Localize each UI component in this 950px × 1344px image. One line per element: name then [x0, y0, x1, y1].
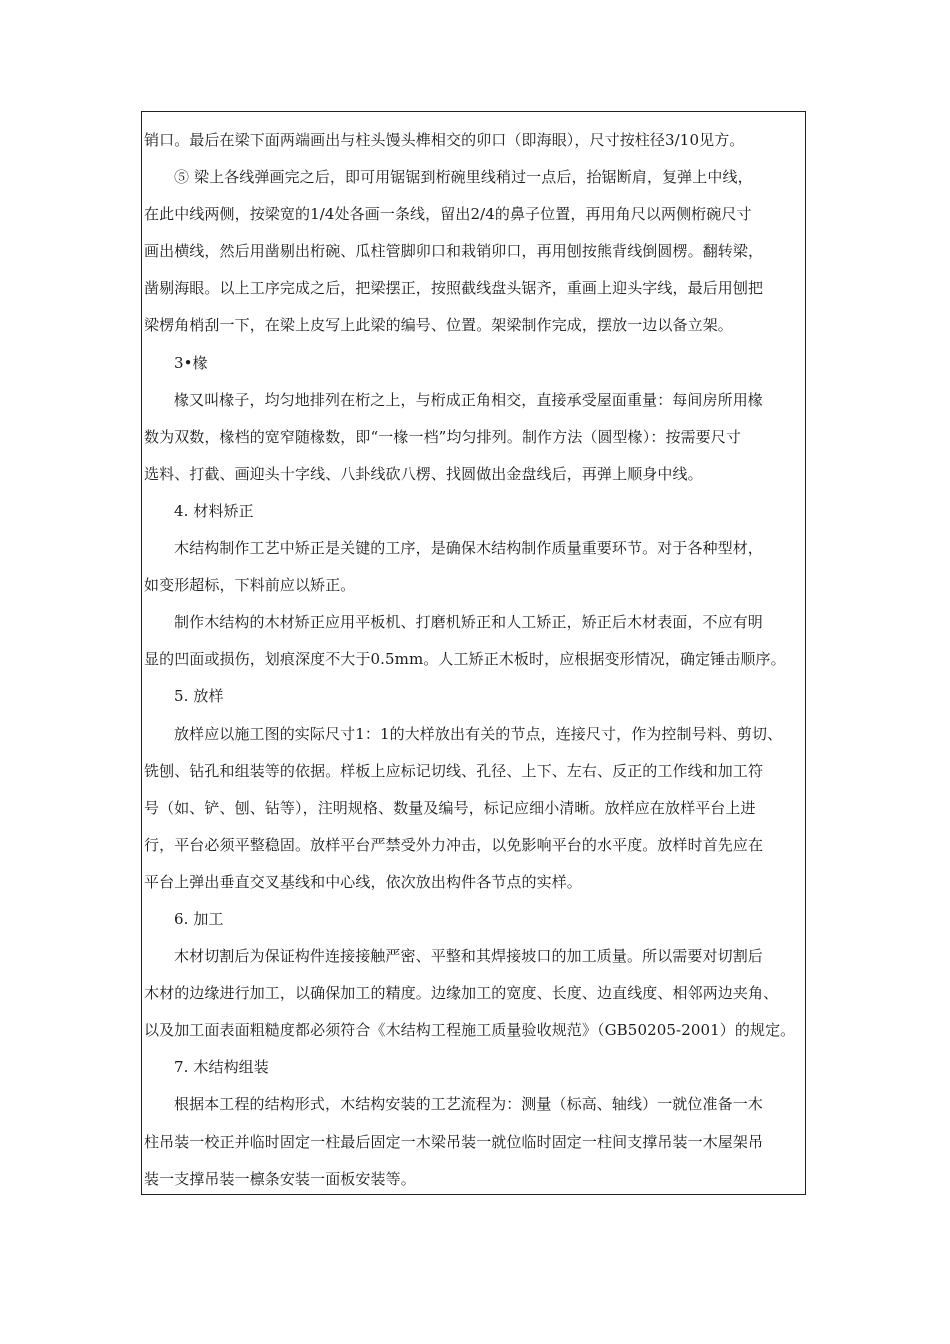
text-line: 在此中线两侧，按梁宽的1/4处各画一条线，留出2/4的鼻子位置，再用角尺以两侧桁碗尺寸 — [144, 205, 752, 224]
text-line: 木结构制作工艺中矫正是关键的工序，是确保木结构制作质量重要环节。对于各种型材， — [174, 539, 763, 558]
text-line: 凿剔海眼。以上工序完成之后，把梁摆正，按照截线盘头锯齐，重画上迎头字线，最后用刨把 — [144, 279, 764, 298]
text-line: 行，平台必须平整稳固。放样平台严禁受外力冲击，以免影响平台的水平度。放样时首先应在 — [144, 835, 764, 854]
document-body — [144, 122, 819, 1198]
text-line: 制作木结构的木材矫正应用平板机、打磨机矫正和人工矫正，矫正后木材表面，不应有明 — [174, 613, 763, 632]
text-line: 选料、打截、画迎头十字线、八卦线砍八楞、找圆做出金盘线后，再弹上顺身中线。 — [144, 464, 703, 483]
text-line: 以及加工面表面粗糙度都必须符合《木结构工程施工质量验收规范》（GB50205-2001）的规定。 — [144, 1021, 796, 1040]
text-line: 根据本工程的结构形式，木结构安装的工艺流程为：测量（标高、轴线）一就位准备一木 — [174, 1095, 763, 1114]
text-line: 平台上弹出垂直交叉基线和中心线，依次放出构件各节点的实样。 — [144, 872, 582, 891]
text-line: 铣刨、钻孔和组装等的依据。样板上应标记切线、孔径、上下、左右、反正的工作线和加工符 — [144, 761, 764, 780]
text-line: 放样应以施工图的实际尺寸1：1的大样放出有关的节点，连接尺寸，作为控制号料、剪切、 — [174, 724, 783, 743]
text-line: 号（如、铲、刨、钻等），注明规格、数量及编号，标记应细小清晰。放样应在放样平台上进 — [144, 798, 756, 817]
text-line: 4. 材料矫正 — [174, 501, 254, 520]
text-line: 梁楞角梢刮一下，在梁上皮写上此梁的编号、位置。架梁制作完成，摆放一边以备立架。 — [144, 316, 733, 335]
text-line: 柱吊装一校正并临时固定一柱最后固定一木梁吊装一就位临时固定一柱间支撑吊装一木屋架吊 — [144, 1132, 764, 1151]
text-line: 3•椽 — [174, 353, 208, 372]
text-line: 数为双数，椽档的宽窄随椽数，即“一椽一档”均匀排列。制作方法（圆型椽）：按需要尺寸 — [144, 427, 741, 446]
text-line: 6. 加工 — [174, 909, 224, 928]
text-line: 木材的边缘进行加工，以确保加工的精度。边缘加工的宽度、长度、边直线度、相邻两边夹角、 — [144, 984, 779, 1003]
text-line: 木材切割后为保证构件连接接触严密、平整和其焊接坡口的加工质量。所以需要对切割后 — [174, 947, 763, 966]
text-line: 销口。最后在梁下面两端画出与柱头馒头榫相交的卯口（即海眼），尺寸按柱径3/10见方。 — [144, 131, 745, 149]
text-line: 画出横线，然后用凿剔出桁碗、瓜柱管脚卯口和栽销卯口，再用刨按熊背线倒圆楞。翻转梁， — [144, 242, 764, 261]
text-line: 装一支撑吊装一檩条安装一面板安装等。 — [144, 1169, 416, 1188]
text-line: 5. 放样 — [174, 687, 224, 706]
text-line: 7. 木结构组装 — [174, 1058, 269, 1077]
text-line: 椽又叫椽子，均匀地排列在桁之上，与桁成正角相交，直接承受屋面重量：每间房所用椽 — [174, 390, 763, 409]
text-line: 显的凹面或损伤，划痕深度不大于0.5mm。人工矫正木板时，应根据变形情况，确定锤击顺序。 — [144, 650, 786, 669]
text-line: ⑤ 梁上各线弹画完之后，即可用锯锯到桁碗里线稍过一点后，抬锯断肩，复弹上中线， — [174, 168, 753, 187]
text-line: 如变形超标，下料前应以矫正。 — [144, 576, 356, 595]
